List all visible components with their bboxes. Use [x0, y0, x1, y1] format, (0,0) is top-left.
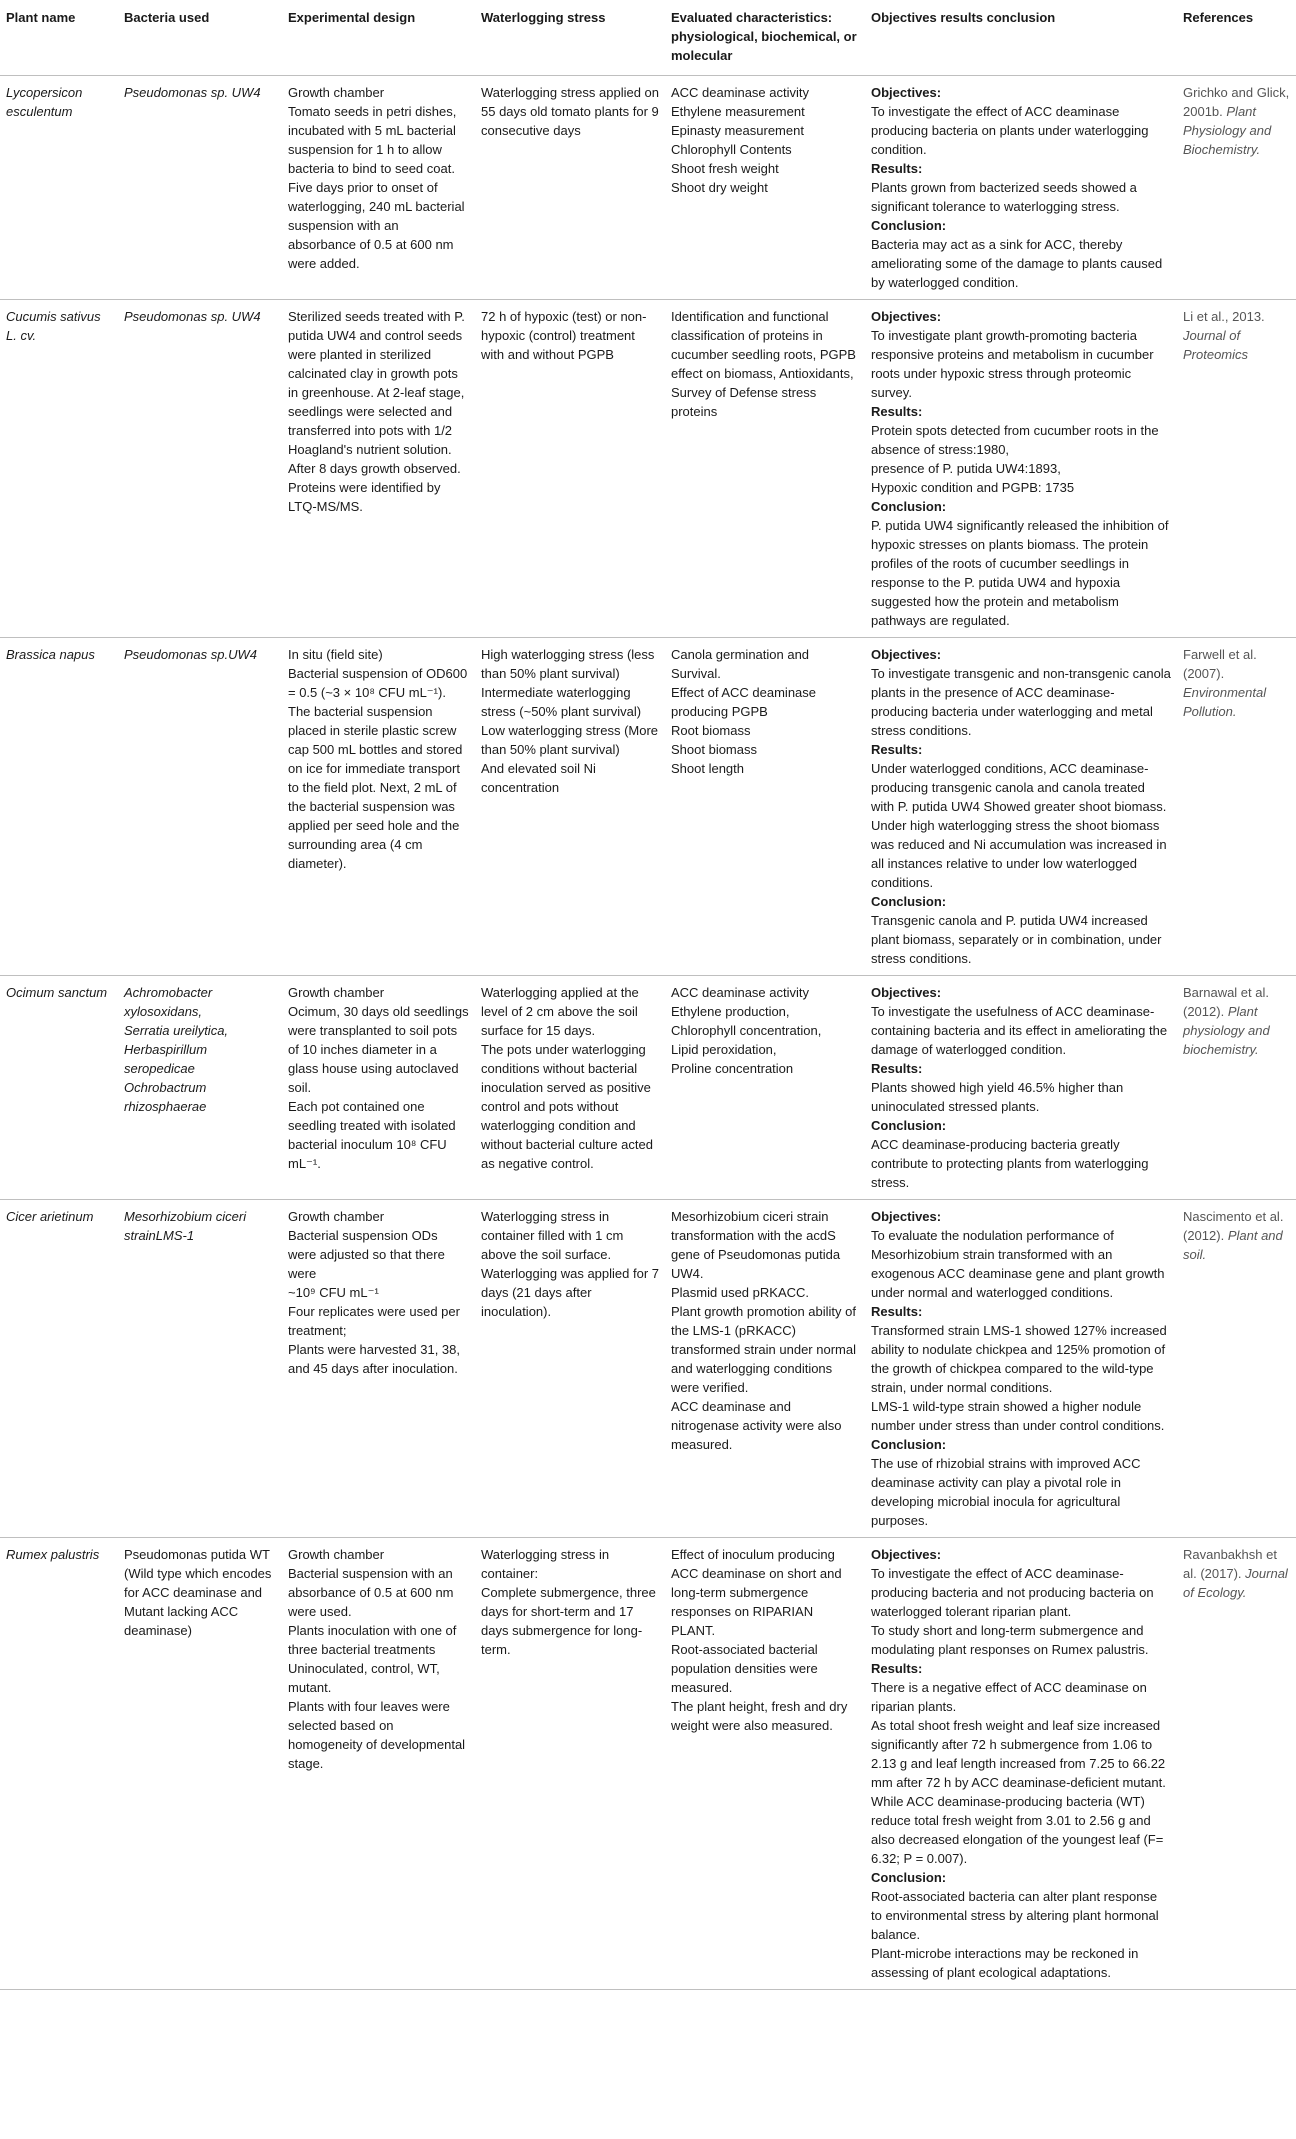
reference-journal: Plant physiology and biochemistry.: [1183, 1004, 1270, 1057]
conclusion-label: Conclusion:: [871, 218, 947, 233]
conclusion-text: ACC deaminase-producing bacteria greatly contribute to protecting plants from waterlogging stress.: [871, 1137, 1149, 1190]
reference-journal: Journal of Ecology.: [1183, 1566, 1288, 1600]
bacteria-line: Achromobacter xylosoxidans,: [124, 985, 213, 1019]
objectives-label: Objectives:: [871, 1209, 942, 1224]
characteristic-line: ACC deaminase activity: [671, 985, 809, 1000]
characteristic-line: The plant height, fresh and dry weight were also measured.: [671, 1699, 848, 1733]
design-line: Bacterial suspension with an absorbance of 0.5 at 600 nm were used.: [288, 1566, 454, 1619]
bacteria-line: Pseudomonas putida WT: [124, 1547, 270, 1562]
design-line: Bacterial suspension ODs were adjusted so that there were: [288, 1228, 445, 1281]
design-line: Five days prior to onset of waterlogging, 240 mL bacterial suspension with an absorbance of 0.5 at 600 nm were added.: [288, 180, 465, 271]
cell-experimental-design: [282, 1538, 475, 1990]
characteristic-line: Shoot fresh weight: [671, 161, 779, 176]
objectives-label: Objectives:: [871, 647, 942, 662]
design-line: Growth chamber: [288, 1209, 385, 1224]
table-body: [0, 76, 1296, 1990]
cell-reference: [1177, 976, 1296, 1200]
design-line: Growth chamber: [288, 1547, 385, 1562]
design-line: Four replicates were used per treatment;: [288, 1304, 460, 1338]
conclusion-label: Conclusion:: [871, 499, 947, 514]
results-label: Results:: [871, 1061, 923, 1076]
results-text: Protein spots detected from cucumber roots in the absence of stress:1980,: [871, 423, 1159, 457]
bacteria-line: (Wild type which encodes for ACC deaminase and Mutant lacking ACC deaminase): [124, 1566, 272, 1638]
characteristic-line: Proline concentration: [671, 1061, 794, 1076]
cell-reference: [1177, 76, 1296, 300]
table-row: [0, 976, 1296, 1200]
characteristic-line: Plasmid used pRKACC.: [671, 1285, 809, 1300]
results-label: Results:: [871, 1304, 923, 1319]
reference-authors: Ravanbakhsh et al. (2017).: [1183, 1547, 1277, 1581]
results-text: Plants grown from bacterized seeds showed a significant tolerance to waterlogging stress.: [871, 180, 1137, 214]
header-waterlogging-stress: Waterlogging stress: [475, 0, 665, 76]
cell-waterlogging-stress: [475, 1200, 665, 1538]
cell-objectives-results: [865, 300, 1177, 638]
design-line: Plants inoculation with one of three bacterial treatments Uninoculated, control, WT, mutant.: [288, 1623, 457, 1695]
cell-evaluated-characteristics: [665, 76, 865, 300]
table-row: [0, 1200, 1296, 1538]
plant-name: Lycopersicon esculentum: [6, 85, 83, 119]
cell-bacteria-used: [118, 1538, 282, 1990]
cell-experimental-design: [282, 638, 475, 976]
cell-experimental-design: [282, 300, 475, 638]
results-label: Results:: [871, 404, 923, 419]
results-text: While ACC deaminase-producing bacteria (WT) reduce total fresh weight from 3.01 to 2.56 g and also decreased elongation of the youngest leaf (F= 6.32; P = 0.007).: [871, 1794, 1164, 1866]
characteristic-line: Chlorophyll concentration,: [671, 1023, 822, 1038]
characteristic-line: Effect of inoculum producing ACC deaminase on short and long-term submergence responses on RIPARIAN PLANT.: [671, 1547, 842, 1638]
bacteria-line: Serratia ureilytica,: [124, 1023, 229, 1038]
reference-authors: Farwell et al. (2007).: [1183, 647, 1257, 681]
cell-evaluated-characteristics: [665, 300, 865, 638]
design-line: Growth chamber: [288, 985, 385, 1000]
cell-waterlogging-stress: [475, 976, 665, 1200]
objectives-label: Objectives:: [871, 85, 942, 100]
conclusion-text: P. putida UW4 significantly released the inhibition of hypoxic stresses on plants biomass. The protein profiles of the roots of cucumber seedlings in response to the P. putida UW4 and hypoxia suggested how the protein and metabolism pathways are regulated.: [871, 518, 1169, 628]
design-line: ~10⁹ CFU mL⁻¹: [288, 1285, 379, 1300]
results-text: presence of P. putida UW4:1893,: [871, 461, 1061, 476]
cell-reference: [1177, 1200, 1296, 1538]
conclusion-text: The use of rhizobial strains with improved ACC deaminase activity can play a pivotal role in developing microbial inocula for agricultural purposes.: [871, 1456, 1141, 1528]
cell-plant-name: [0, 1538, 118, 1990]
cell-waterlogging-stress: [475, 1538, 665, 1990]
cell-plant-name: [0, 300, 118, 638]
stress-line: Waterlogging applied at the level of 2 cm above the soil surface for 15 days.: [481, 985, 639, 1038]
cell-evaluated-characteristics: [665, 976, 865, 1200]
bacteria-line: Pseudomonas sp.UW4: [124, 647, 257, 662]
results-text: Plants showed high yield 46.5% higher than uninoculated stressed plants.: [871, 1080, 1124, 1114]
stress-line: High waterlogging stress (less than 50% plant survival): [481, 647, 655, 681]
table-row: [0, 638, 1296, 976]
reference-authors: Barnawal et al. (2012).: [1183, 985, 1269, 1019]
results-text: Under waterlogged conditions, ACC deaminase-producing transgenic canola and canola treated with P. putida UW4 Showed greater shoot biomass.: [871, 761, 1167, 814]
conclusion-label: Conclusion:: [871, 1870, 947, 1885]
cell-experimental-design: [282, 1200, 475, 1538]
reference: [1183, 1547, 1288, 1600]
cell-evaluated-characteristics: [665, 1200, 865, 1538]
reference-journal: Plant and soil.: [1183, 1228, 1283, 1262]
table-header-row: [0, 0, 1296, 76]
stress-line: Waterlogging stress applied on 55 days old tomato plants for 9 consecutive days: [481, 85, 660, 138]
cell-reference: [1177, 300, 1296, 638]
objectives-text: To investigate the effect of ACC deaminase-producing bacteria and not producing bacteria on waterlogged tolerant riparian plant. To study short and long-term submergence and modulating plant responses on Rumex palustris.: [871, 1566, 1154, 1657]
stress-line: The pots under waterlogging conditions without bacterial inoculation served as positive control and pots without waterlogging condition and without bacterial culture acted as negative control.: [481, 1042, 653, 1171]
results-text: Under high waterlogging stress the shoot biomass was reduced and Ni accumulation was increased in all instances relative to under low waterlogged conditions.: [871, 818, 1167, 890]
objectives-text: To evaluate the nodulation performance of Mesorhizobium strain transformed with an exogenous ACC deaminase gene and plant growth under normal and waterlogged conditions.: [871, 1228, 1165, 1300]
characteristic-line: ACC deaminase activity: [671, 85, 809, 100]
characteristic-line: Chlorophyll Contents: [671, 142, 792, 157]
bacteria-line: Pseudomonas sp. UW4: [124, 85, 261, 100]
cell-bacteria-used: [118, 76, 282, 300]
cell-objectives-results: [865, 638, 1177, 976]
reference: [1183, 1209, 1283, 1262]
reference-authors: Nascimento et al. (2012).: [1183, 1209, 1284, 1243]
objectives-text: To investigate the effect of ACC deaminase producing bacteria on plants under waterlogging condition.: [871, 104, 1149, 157]
characteristic-line: ACC deaminase and nitrogenase activity were also measured.: [671, 1399, 842, 1452]
stress-line: Intermediate waterlogging stress (~50% plant survival): [481, 685, 642, 719]
cell-objectives-results: [865, 1538, 1177, 1990]
plant-name: Brassica napus: [6, 647, 95, 662]
reference-journal: Journal of Proteomics: [1183, 328, 1249, 362]
cell-plant-name: [0, 1200, 118, 1538]
characteristic-line: Identification and functional classification of proteins in cucumber seedling roots, PGPB effect on biomass, Antioxidants, Survey of Defense stress proteins: [671, 309, 856, 419]
reference: [1183, 647, 1266, 719]
reference-authors: Li et al., 2013.: [1183, 309, 1265, 324]
characteristic-line: Root-associated bacterial population densities were measured.: [671, 1642, 818, 1695]
design-line: Bacterial suspension of OD600 = 0.5 (~3 × 10⁸ CFU mL⁻¹). The bacterial suspension placed in sterile plastic screw cap 500 mL bottles and stored on ice for immediate transport to the field plot. Next, 2 mL of the bacterial suspension was applied per seed hole and the surrounding area (4 cm diameter).: [288, 666, 468, 871]
conclusion-label: Conclusion:: [871, 1118, 947, 1133]
objectives-label: Objectives:: [871, 985, 942, 1000]
cell-plant-name: [0, 976, 118, 1200]
reference: [1183, 85, 1289, 157]
design-line: Sterilized seeds treated with P. putida UW4 and control seeds were planted in sterilized calcinated clay in growth pots in greenhouse. At 2-leaf stage, seedlings were selected and transferred into pots with 1/2 Hoagland's nutrient solution. After 8 days growth observed. Proteins were identified by LTQ-MS/MS.: [288, 309, 465, 514]
conclusion-label: Conclusion:: [871, 1437, 947, 1452]
cell-evaluated-characteristics: [665, 638, 865, 976]
table-row: [0, 300, 1296, 638]
objectives-text: To investigate plant growth-promoting bacteria responsive proteins and metabolism in cucumber roots under hypoxic stress through proteomic survey.: [871, 328, 1154, 400]
bacteria-line: Mesorhizobium ciceri strainLMS-1: [124, 1209, 247, 1243]
results-text: Hypoxic condition and PGPB: 1735: [871, 480, 1075, 495]
bacteria-line: Ochrobactrum rhizosphaerae: [124, 1080, 207, 1114]
results-label: Results:: [871, 161, 923, 176]
header-plant-name: Plant name: [0, 0, 118, 76]
cell-plant-name: [0, 638, 118, 976]
cell-waterlogging-stress: [475, 300, 665, 638]
characteristic-line: Ethylene measurement: [671, 104, 805, 119]
reference-authors: Grichko and Glick, 2001b.: [1183, 85, 1290, 119]
plant-name: Rumex palustris: [6, 1547, 100, 1562]
header-references: References: [1177, 0, 1296, 76]
bacteria-line: Pseudomonas sp. UW4: [124, 309, 261, 324]
design-line: In situ (field site): [288, 647, 383, 662]
results-text: LMS-1 wild-type strain showed a higher nodule number under stress than under control conditions.: [871, 1399, 1165, 1433]
cell-objectives-results: [865, 1200, 1177, 1538]
characteristic-line: Canola germination and Survival.: [671, 647, 810, 681]
cell-bacteria-used: [118, 976, 282, 1200]
cell-waterlogging-stress: [475, 76, 665, 300]
results-label: Results:: [871, 742, 923, 757]
header-experimental-design: Experimental design: [282, 0, 475, 76]
results-text: As total shoot fresh weight and leaf size increased significantly after 72 h submergence from 1.06 to 2.13 g and leaf length increased from 7.25 to 66.22 mm after 72 h by ACC deaminase-deficient mutant.: [871, 1718, 1166, 1790]
characteristic-line: Mesorhizobium ciceri strain transformation with the acdS gene of Pseudomonas putida UW4.: [671, 1209, 841, 1281]
conclusion-text: Plant-microbe interactions may be reckoned in assessing of plant ecological adaptations.: [871, 1946, 1139, 1980]
design-line: Plants with four leaves were selected based on homogeneity of developmental stage.: [288, 1699, 466, 1771]
reference: [1183, 309, 1265, 362]
cell-reference: [1177, 1538, 1296, 1990]
cell-waterlogging-stress: [475, 638, 665, 976]
reference-journal: Environmental Pollution.: [1183, 685, 1267, 719]
header-bacteria-used: Bacteria used: [118, 0, 282, 76]
cell-evaluated-characteristics: [665, 1538, 865, 1990]
design-line: Growth chamber: [288, 85, 385, 100]
plant-name: Cucumis sativus L. cv.: [6, 309, 101, 343]
stress-line: 72 h of hypoxic (test) or non-hypoxic (control) treatment with and without PGPB: [481, 309, 647, 362]
characteristic-line: Shoot dry weight: [671, 180, 768, 195]
plant-name: Ocimum sanctum: [6, 985, 108, 1000]
results-text: There is a negative effect of ACC deaminase on riparian plants.: [871, 1680, 1147, 1714]
stress-line: Low waterlogging stress (More than 50% plant survival): [481, 723, 659, 757]
design-line: Each pot contained one seedling treated with isolated bacterial inoculum 10⁸ CFU mL⁻¹.: [288, 1099, 456, 1171]
characteristic-line: Shoot length: [671, 761, 745, 776]
stress-line: And elevated soil Ni concentration: [481, 761, 596, 795]
characteristic-line: Ethylene production,: [671, 1004, 790, 1019]
cell-bacteria-used: [118, 1200, 282, 1538]
cell-plant-name: [0, 76, 118, 300]
conclusion-text: Root-associated bacteria can alter plant response to environmental stress by altering plant hormonal balance.: [871, 1889, 1159, 1942]
characteristic-line: Root biomass: [671, 723, 751, 738]
cell-objectives-results: [865, 976, 1177, 1200]
stress-line: Complete submergence, three days for short-term and 17 days submergence for long-term.: [481, 1585, 656, 1657]
cell-experimental-design: [282, 976, 475, 1200]
bacteria-line: Herbaspirillum seropedicae: [124, 1042, 208, 1076]
cell-objectives-results: [865, 76, 1177, 300]
table-row: [0, 76, 1296, 300]
cell-bacteria-used: [118, 638, 282, 976]
plant-name: Cicer arietinum: [6, 1209, 94, 1224]
design-line: Ocimum, 30 days old seedlings were transplanted to soil pots of 10 inches diameter in a glass house using autoclaved soil.: [288, 1004, 469, 1095]
characteristic-line: Effect of ACC deaminase producing PGPB: [671, 685, 817, 719]
header-objectives: Objectives results conclusion: [865, 0, 1177, 76]
cell-experimental-design: [282, 76, 475, 300]
cell-reference: [1177, 638, 1296, 976]
design-line: Plants were harvested 31, 38, and 45 days after inoculation.: [288, 1342, 460, 1376]
stress-line: Waterlogging stress in container:: [481, 1547, 610, 1581]
conclusion-text: Transgenic canola and P. putida UW4 increased plant biomass, separately or in combination, under stress conditions.: [871, 913, 1162, 966]
reference: [1183, 985, 1270, 1057]
stress-line: Waterlogging stress in container filled with 1 cm above the soil surface. Waterlogging was applied for 7 days (21 days after inoculation).: [481, 1209, 660, 1319]
conclusion-label: Conclusion:: [871, 894, 947, 909]
characteristic-line: Epinasty measurement: [671, 123, 804, 138]
results-text: Transformed strain LMS-1 showed 127% increased ability to nodulate chickpea and 125% promotion of the growth of chickpea compared to the wild-type strain, under normal conditions.: [871, 1323, 1167, 1395]
results-label: Results:: [871, 1661, 923, 1676]
objectives-text: To investigate the usefulness of ACC deaminase-containing bacteria and its effect in ameliorating the damage of waterlogged condition.: [871, 1004, 1168, 1057]
conclusion-text: Bacteria may act as a sink for ACC, thereby ameliorating some of the damage to plants caused by waterlogged condition.: [871, 237, 1163, 290]
characteristic-line: Plant growth promotion ability of the LMS-1 (pRKACC) transformed strain under normal and waterlogging conditions were verified.: [671, 1304, 856, 1395]
objectives-label: Objectives:: [871, 1547, 942, 1562]
objectives-text: To investigate transgenic and non-transgenic canola plants in the presence of ACC deaminase-producing bacteria under waterlogging and metal stress conditions.: [871, 666, 1171, 738]
characteristic-line: Lipid peroxidation,: [671, 1042, 777, 1057]
design-line: Tomato seeds in petri dishes, incubated with 5 mL bacterial suspension for 1 h to allow bacteria to bind to seed coat.: [288, 104, 457, 176]
objectives-label: Objectives:: [871, 309, 942, 324]
characteristic-line: Shoot biomass: [671, 742, 757, 757]
cell-bacteria-used: [118, 300, 282, 638]
reference-journal: Plant Physiology and Biochemistry.: [1183, 104, 1272, 157]
header-evaluated-characteristics: Evaluated characteristics: physiological, biochemical, or molecular: [665, 0, 865, 76]
table-row: [0, 1538, 1296, 1990]
